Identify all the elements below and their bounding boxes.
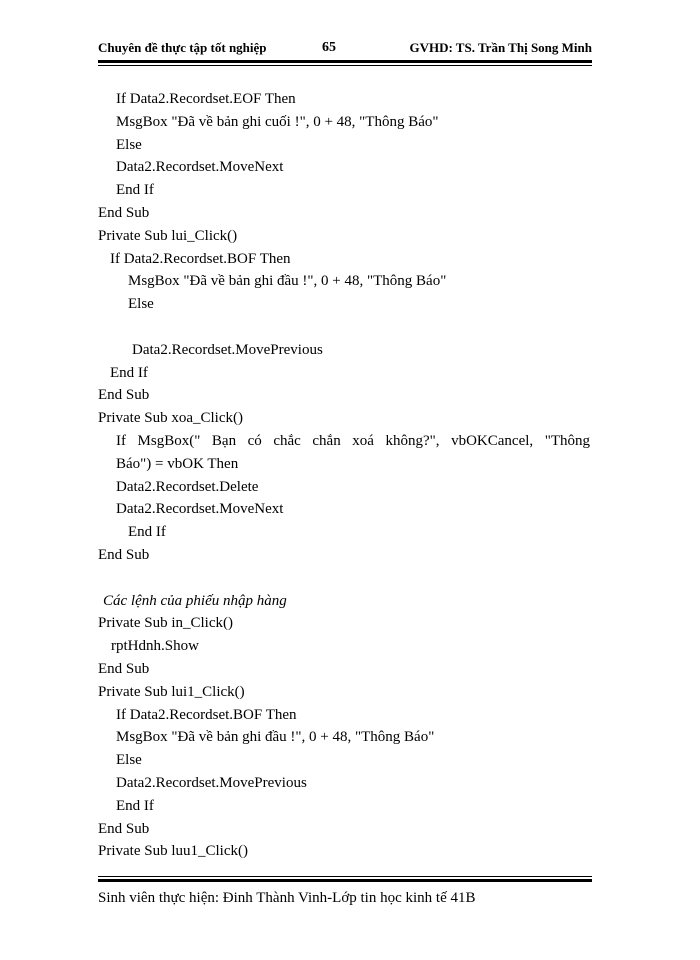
- code-line: End Sub: [98, 820, 150, 837]
- code-line: Private Sub lui_Click(): [98, 227, 238, 244]
- footer-rule-thin: [98, 876, 592, 877]
- code-line: Private Sub luu1_Click(): [98, 843, 248, 860]
- code-line: End If: [128, 524, 166, 541]
- code-line: Data2.Recordset.MoveNext: [116, 501, 284, 518]
- header-rule-thin: [98, 65, 592, 66]
- code-line: Báo") = vbOK Then: [116, 455, 239, 472]
- code-line: Else: [128, 296, 154, 313]
- code-line: rptHdnh.Show: [111, 638, 199, 655]
- code-line: End Sub: [98, 547, 150, 563]
- code-line: If Data2.Recordset.BOF Then: [116, 706, 297, 723]
- code-line: End If: [116, 182, 154, 199]
- code-line: If Data2.Recordset.EOF Then: [116, 91, 296, 107]
- code-line: Data2.Recordset.MovePrevious: [116, 775, 307, 791]
- header-page-number: 65: [322, 40, 336, 55]
- code-line: Data2.Recordset.Delete: [116, 478, 259, 495]
- code-line: MsgBox "Đã về bản ghi cuối !", 0 + 48, "Thông Báo": [116, 113, 439, 130]
- code-line: End If: [116, 797, 154, 814]
- code-line: End Sub: [98, 387, 150, 404]
- header-supervisor: GVHD: TS. Trần Thị Song Minh: [409, 40, 592, 55]
- code-line: Các lệnh của phiếu nhập hàng: [103, 592, 287, 609]
- code-line: Else: [116, 136, 142, 153]
- code-line: End Sub: [98, 205, 150, 221]
- code-line: End If: [110, 364, 148, 381]
- code-line: Else: [116, 752, 142, 769]
- footer-rule-thick: [98, 879, 592, 882]
- code-line: Data2.Recordset.MovePrevious: [132, 341, 323, 358]
- code-line: If Data2.Recordset.BOF Then: [110, 250, 291, 267]
- code-line: If MsgBox(" Bạn có chắc chắn xoá không?", vbOKCancel, "Thông: [116, 433, 590, 449]
- code-line: Private Sub in_Click(): [98, 615, 233, 632]
- header-document-title: Chuyên đề thực tập tốt nghiệp: [98, 40, 267, 55]
- code-line: End Sub: [98, 661, 150, 677]
- header-rule-thick: [98, 60, 592, 63]
- code-line: Private Sub xoa_Click(): [98, 410, 243, 427]
- code-line: Data2.Recordset.MoveNext: [116, 159, 284, 176]
- page-footer: Sinh viên thực hiện: Đinh Thành Vinh-Lớp tin học kinh tế 41B: [98, 890, 476, 906]
- code-line: MsgBox "Đã về bản ghi đầu !", 0 + 48, "Thông Báo": [128, 273, 447, 290]
- page-header: [98, 40, 592, 58]
- code-line: MsgBox "Đã về bản ghi đầu !", 0 + 48, "Thông Báo": [116, 729, 435, 746]
- code-line: Private Sub lui1_Click(): [98, 683, 245, 700]
